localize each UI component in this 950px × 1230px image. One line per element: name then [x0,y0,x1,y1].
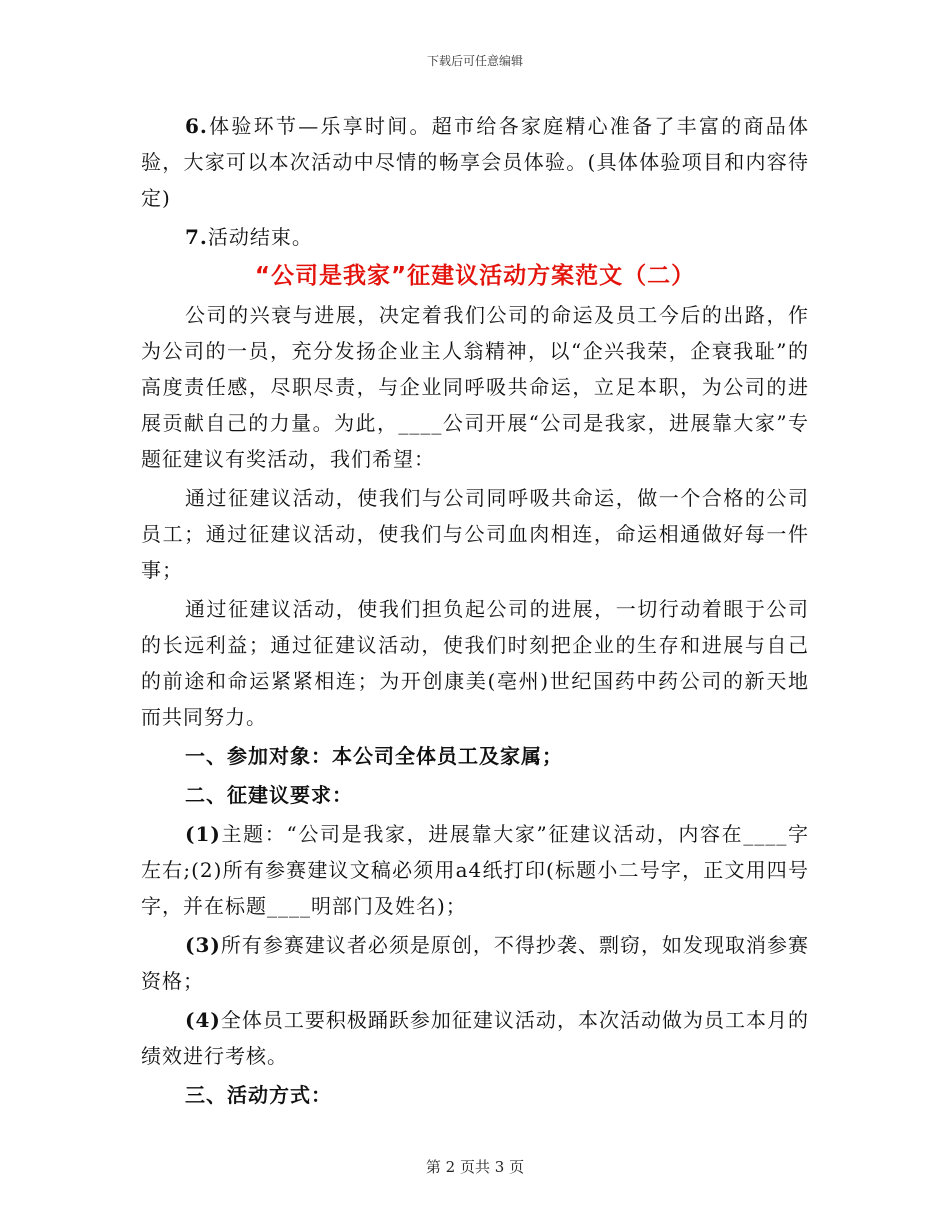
paragraph-requirement-3 [141,927,809,999]
page-header: 下载后可任意编辑 [426,54,523,68]
paragraph-hope-2: 通过征建议活动，使我们担负起公司的进展，一切行动着眼于公司的长远利益；通过征建议活动，使我们时刻把企业的生存和进展与自己的前途和命运紧紧相连；为开创康美(亳州)世纪国药中药公司的新天地而共同努力。 [141,597,809,729]
requirement-4-number: (4) [185,1008,221,1032]
paragraph-requirement-1 [141,816,809,924]
step-7-number: 7. [185,225,208,249]
requirement-1-number: (1) [185,822,221,846]
requirement-3-number: (3) [185,933,221,957]
heading-activity-method: 三、活动方式： [185,1083,332,1107]
heading-requirements: 二、征建议要求： [185,783,353,807]
heading-participants: 一、参加对象：本公司全体员工及家属； [185,744,563,768]
paragraph-requirement-4 [141,1002,809,1074]
paragraph-hope-1: 通过征建议活动，使我们与公司同呼吸共命运，做一个合格的公司员工；通过征建议活动，使我们与公司血肉相连，命运相通做好每一件事； [141,486,809,582]
requirement-3-text: 所有参赛建议者必须是原创，不得抄袭、剽窃，如发现取消参赛资格； [141,933,809,993]
requirement-1-text: 主题：“公司是我家，进展靠大家”征建议活动，内容在____字左右;(2)所有参赛建议文稿必须用a4纸打印(标题小二号字，正文用四号字，并在标题____明部门及姓名)； [141,822,809,918]
document-body [141,108,809,1116]
step-7-text: 活动结束。 [207,225,313,249]
step-6-text: 体验环节—乐享时间。超市给各家庭精心准备了丰富的商品体验，大家可以本次活动中尽情的畅享会员体验。(具体体验项目和内容待定) [141,114,809,210]
paragraph-intro: 公司的兴衰与进展，决定着我们公司的命运及员工今后的出路，作为公司的一员，充分发扬企业主人翁精神，以“企兴我荣，企衰我耻”的高度责任感，尽职尽责，与企业同呼吸共命运，立足本职，为公司的进展贡献自己的力量。为此，____公司开展“公司是我家，进展靠大家”专题征建议有奖活动，我们希望： [141,303,809,471]
requirement-4-text: 全体员工要积极踊跃参加征建议活动，本次活动做为员工本月的绩效进行考核。 [141,1008,809,1068]
paragraph-step-6 [141,108,809,216]
paragraph-step-7 [141,219,809,255]
section-title: “公司是我家”征建议活动方案范文（二） [254,263,696,289]
step-6-number: 6. [185,114,208,138]
page-footer: 第 2 页共 3 页 [425,1158,525,1176]
